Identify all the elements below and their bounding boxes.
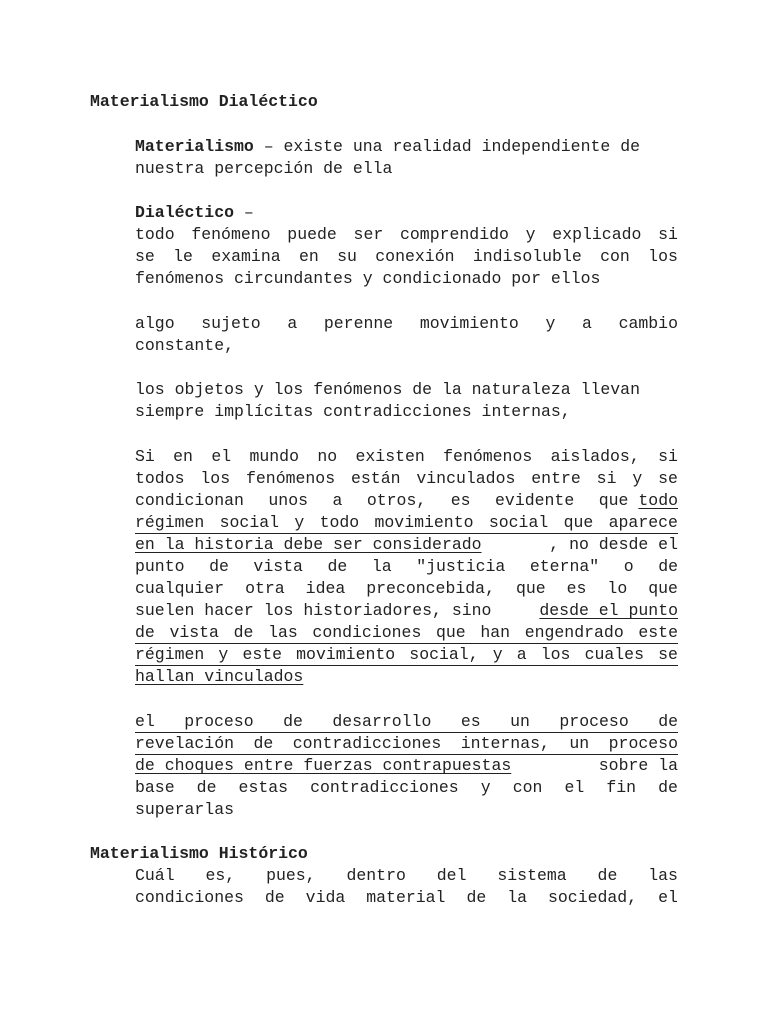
word: de	[327, 557, 348, 576]
word: sujeto	[201, 314, 261, 333]
word: y	[525, 225, 536, 244]
word: un	[569, 734, 590, 753]
word: mundo	[249, 447, 299, 466]
underlined-text: todo	[638, 491, 678, 510]
word: cuales	[584, 645, 644, 664]
word: todos	[135, 469, 185, 488]
underlined-line	[135, 622, 678, 644]
text-segment: , no desde el	[549, 535, 678, 554]
text-line	[135, 556, 678, 578]
text-segment: suelen hacer los historiadores, sino	[135, 601, 492, 620]
word: comprendido	[400, 225, 509, 244]
word: con	[512, 778, 543, 797]
underlined-line	[135, 644, 678, 666]
section-title-materialismo-dialectico: Materialismo Dialéctico	[90, 92, 318, 111]
word: de	[658, 712, 678, 731]
word: en	[173, 447, 193, 466]
word: el	[564, 778, 585, 797]
word: social	[488, 513, 549, 532]
word: están	[350, 469, 401, 488]
word: los	[540, 645, 571, 664]
underlined-text: desde el punto	[539, 601, 678, 620]
underlined-line	[135, 711, 678, 733]
word: en	[298, 247, 319, 266]
word: y	[492, 645, 503, 664]
term-dialectico: Dialéctico	[135, 203, 235, 222]
word: el	[658, 888, 678, 907]
word: los	[200, 469, 231, 488]
word: que	[435, 623, 466, 642]
word: material	[366, 888, 446, 907]
word: condicionan	[135, 491, 244, 510]
word: a	[287, 314, 298, 333]
underlined-line	[135, 733, 678, 755]
word: sociedad,	[548, 888, 638, 907]
text-line	[135, 313, 678, 335]
word: y	[218, 645, 229, 664]
word: que	[515, 579, 546, 598]
underlined-text: hallan vinculados	[135, 667, 304, 686]
word: no	[317, 447, 338, 466]
word: eterna"	[529, 557, 600, 576]
word: régimen	[135, 645, 205, 664]
word: de	[658, 778, 678, 797]
word: movimiento	[374, 513, 474, 532]
word: que	[598, 491, 629, 510]
word: desarrollo	[332, 712, 432, 731]
word: evidente	[495, 491, 575, 510]
paragraph-contradicciones	[135, 379, 678, 423]
word: lo	[607, 579, 628, 598]
word: sistema	[497, 866, 567, 885]
word: este	[638, 623, 678, 642]
text-line: nuestra percepción de ella	[135, 159, 393, 178]
text-line: los objetos y los fenómenos de la naturaleza llevan	[135, 380, 640, 399]
dash-text: –	[234, 203, 254, 222]
word: es,	[205, 866, 236, 885]
text-segment	[135, 490, 629, 512]
word: a	[332, 491, 343, 510]
word: es	[450, 491, 471, 510]
word: todo	[135, 225, 175, 244]
word: contradicciones	[292, 734, 442, 753]
word: este	[242, 645, 283, 664]
word: es	[566, 579, 587, 598]
text-line	[135, 446, 678, 468]
word: de	[233, 623, 254, 642]
word: cualquier	[135, 579, 225, 598]
word: la	[507, 888, 528, 907]
text-line: siempre implícitas contradicciones internas,	[135, 402, 571, 421]
word: proceso	[184, 712, 254, 731]
word: su	[337, 247, 357, 266]
text-line	[135, 534, 678, 556]
text-line	[135, 202, 678, 224]
word: o	[623, 557, 634, 576]
word: las	[648, 866, 678, 885]
word: de	[264, 888, 285, 907]
word: fenómenos	[245, 469, 336, 488]
word: "justicia	[416, 557, 506, 576]
word: se	[658, 469, 678, 488]
word: condiciones	[312, 623, 422, 642]
underlined-line	[135, 512, 678, 534]
paragraph-dialectico-definition	[135, 202, 678, 290]
word: movimiento	[296, 645, 396, 664]
word: otros,	[366, 491, 427, 510]
section-title-materialismo-historico: Materialismo Histórico	[90, 844, 308, 863]
word: unos	[268, 491, 308, 510]
word: contradicciones	[310, 778, 459, 797]
word: pues,	[266, 866, 316, 885]
word: estas	[238, 778, 289, 797]
text-line	[135, 224, 678, 246]
word: con	[600, 247, 630, 266]
text-line: fenómenos circundantes y condicionado por ellos	[135, 269, 601, 288]
word: internas,	[460, 734, 550, 753]
word: y	[632, 469, 643, 488]
word: vinculados	[416, 469, 516, 488]
word: es	[460, 712, 481, 731]
word: punto	[135, 557, 185, 576]
word: la	[371, 557, 392, 576]
paragraph-proceso-desarrollo	[135, 711, 678, 821]
word: el	[211, 447, 232, 466]
word: régimen	[135, 513, 205, 532]
word: las	[268, 623, 298, 642]
word: examina	[211, 247, 281, 266]
text-line	[135, 578, 678, 600]
word: conexión	[375, 247, 455, 266]
text-line	[135, 136, 678, 158]
word: que	[563, 513, 594, 532]
word: si	[658, 447, 678, 466]
word: Cuál	[135, 866, 175, 885]
paragraph-movimiento	[135, 313, 678, 357]
word: indisoluble	[472, 247, 582, 266]
word: proceso	[608, 734, 678, 753]
word: del	[436, 866, 467, 885]
text-segment: sobre la	[598, 756, 678, 775]
paragraph-regimen-social	[135, 446, 678, 688]
word: aislados,	[550, 447, 640, 466]
word: base	[135, 778, 175, 797]
word: vista	[253, 557, 303, 576]
text-line: superarlas	[135, 800, 235, 819]
word: existen	[355, 447, 425, 466]
word: un	[510, 712, 530, 731]
text-line: constante,	[135, 336, 235, 355]
word: de	[196, 778, 217, 797]
word: de	[283, 712, 303, 731]
word: fenómeno	[191, 225, 271, 244]
text-line	[135, 777, 678, 799]
text-line	[135, 246, 678, 268]
word: han	[480, 623, 511, 642]
term-materialismo: Materialismo	[135, 137, 254, 156]
text-line	[135, 755, 678, 777]
word: le	[173, 247, 193, 266]
word: explicado	[552, 225, 642, 244]
paragraph-materialismo-definition	[135, 136, 678, 180]
word: se	[135, 247, 155, 266]
word: que	[648, 579, 678, 598]
underlined-text: de choques entre fuerzas contrapuestas	[135, 756, 512, 775]
word: aparece	[608, 513, 678, 532]
word: movimiento	[419, 314, 519, 333]
word: algo	[135, 314, 175, 333]
word: a	[582, 314, 592, 333]
text-line	[135, 666, 678, 688]
word: Si	[135, 447, 155, 466]
word: y	[480, 778, 491, 797]
paragraph-materialismo-historico	[135, 865, 678, 909]
word: los	[648, 247, 678, 266]
word: fenómenos	[443, 447, 533, 466]
word: entre	[531, 469, 581, 488]
word: perenne	[323, 314, 394, 333]
word: todo	[319, 513, 360, 532]
word: dentro	[346, 866, 406, 885]
word: otra	[245, 579, 285, 598]
word: engendrado	[524, 623, 624, 642]
word: puede	[287, 225, 337, 244]
word: social,	[409, 645, 479, 664]
text-line	[135, 490, 678, 512]
word: el	[135, 712, 155, 731]
text-line	[135, 468, 678, 490]
word: proceso	[559, 712, 629, 731]
word: preconcebida,	[366, 579, 495, 598]
word: se	[658, 645, 678, 664]
text-line	[135, 600, 678, 622]
word: si	[658, 225, 678, 244]
word: condiciones	[135, 888, 244, 907]
word: revelación	[135, 734, 235, 753]
word: ser	[353, 225, 384, 244]
word: fin	[606, 778, 637, 797]
word: de	[597, 866, 618, 885]
text-line	[135, 865, 678, 887]
text-line	[135, 887, 678, 909]
word: vista	[169, 623, 219, 642]
word: a	[516, 645, 527, 664]
word: de	[658, 557, 678, 576]
word: si	[596, 469, 617, 488]
word: de	[253, 734, 274, 753]
definition-text: – existe una realidad independiente de	[253, 137, 640, 156]
word: de	[466, 888, 487, 907]
word: de	[209, 557, 229, 576]
word: vida	[305, 888, 346, 907]
word: cambio	[618, 314, 678, 333]
word: de	[135, 623, 155, 642]
word: y	[294, 513, 305, 532]
word: y	[545, 314, 556, 333]
underlined-text: en la historia debe ser considerado	[135, 535, 482, 554]
word: idea	[305, 579, 346, 598]
word: social	[219, 513, 280, 532]
